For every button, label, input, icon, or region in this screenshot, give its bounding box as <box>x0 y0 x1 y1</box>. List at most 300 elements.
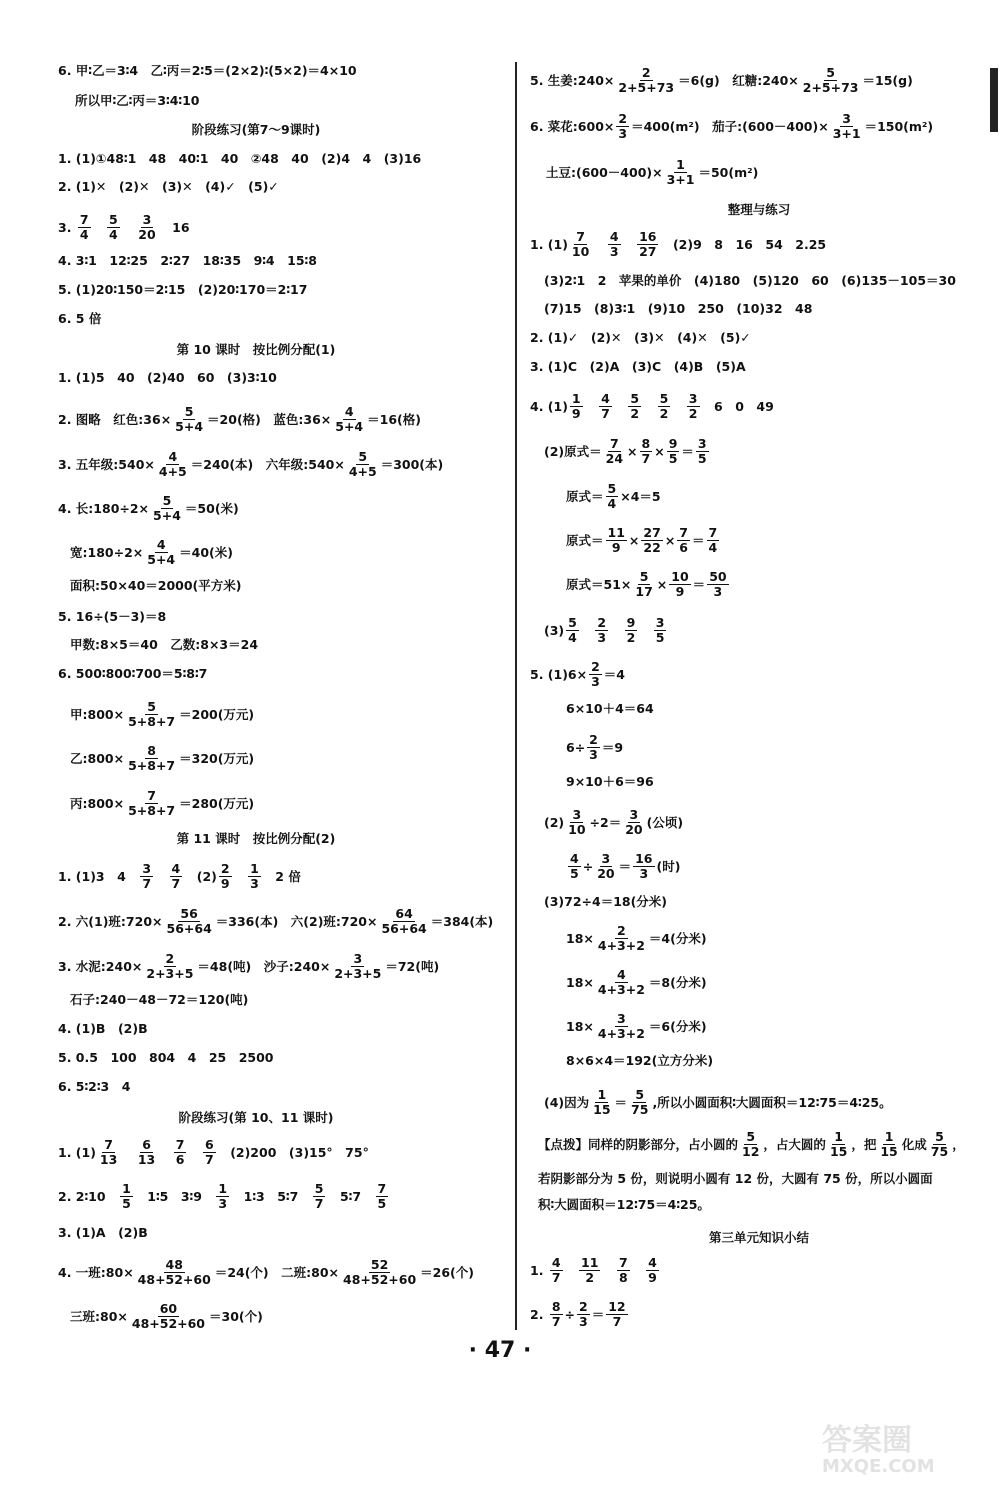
answer-text: 宽:180÷2× <box>70 544 144 560</box>
fraction-denominator: 3 <box>618 126 628 141</box>
answer-text: ＝6(分米) <box>648 1018 707 1034</box>
answer-line <box>544 616 668 645</box>
fraction-numerator: 2 <box>165 951 175 966</box>
answer-text: ＝400(m²) 茄子:(600－400)× <box>631 118 829 134</box>
answer-text <box>610 622 623 640</box>
fraction-numerator: 1 <box>834 1129 843 1144</box>
page-number: · 47 · <box>468 1338 532 1363</box>
answer-text: 1. (1) <box>58 1144 96 1160</box>
fraction <box>640 437 653 466</box>
fraction-denominator: 13 <box>137 1152 156 1167</box>
answer-text: ＝280(万元) <box>179 795 255 811</box>
answer-text <box>159 1144 172 1162</box>
fraction-numerator: 4 <box>601 391 610 406</box>
answer-line <box>544 272 956 290</box>
fraction-numerator: 7 <box>175 1137 185 1152</box>
answer-text: ,所以小圆面积∶大圆面积＝12∶75＝4∶25。 <box>652 1094 892 1110</box>
fraction <box>151 494 183 523</box>
fraction <box>248 862 261 891</box>
fraction-numerator: 4 <box>171 861 181 876</box>
fraction-denominator: 4 <box>568 630 577 645</box>
fraction <box>570 230 591 259</box>
fraction <box>550 1300 563 1329</box>
fraction-denominator: 9 <box>571 406 581 421</box>
fraction-denominator: 20 <box>625 822 643 837</box>
fraction-denominator: 3+1 <box>832 126 861 141</box>
fraction <box>654 616 667 645</box>
fraction <box>641 526 662 555</box>
fraction <box>596 924 647 953</box>
fraction-denominator: 15 <box>880 1144 898 1159</box>
fraction <box>332 952 383 981</box>
answer-text: 若阴影部分为 5 份，则说明小圆有 12 份，大圆有 75 份，所以小圆面 <box>538 1171 933 1186</box>
fraction-numerator: 8 <box>551 1299 561 1314</box>
answer-text <box>614 398 627 416</box>
answer-line <box>58 665 207 683</box>
fraction-numerator: 4 <box>617 967 626 982</box>
fraction-denominator: 3+1 <box>666 172 695 187</box>
fraction-denominator: 5 <box>668 451 678 466</box>
fraction-denominator: 4 <box>708 540 718 555</box>
answer-text: ＝8(分米) <box>648 974 707 990</box>
answer-text: ＝ <box>614 1094 628 1110</box>
answer-line <box>538 1196 710 1214</box>
fraction <box>591 1088 612 1117</box>
answer-text: 化成 <box>901 1136 927 1152</box>
fraction-numerator: 4 <box>156 537 166 552</box>
fraction-denominator: 3 <box>591 674 600 689</box>
fraction <box>606 482 619 511</box>
answer-text: 5∶7 <box>327 1188 374 1204</box>
fraction-denominator: 4 <box>607 496 617 511</box>
answer-text: 甲:800× <box>70 706 125 722</box>
fraction-denominator: 4 <box>109 227 118 242</box>
fraction-denominator: 3 <box>579 1314 588 1329</box>
fraction <box>658 392 671 421</box>
answer-text: 2. (1)✓ (2)✕ (3)✕ (4)✕ (5)✓ <box>530 330 751 345</box>
answer-text <box>632 1262 645 1280</box>
fraction-numerator: 5 <box>607 481 617 496</box>
fraction <box>136 213 157 242</box>
answer-text <box>234 868 247 886</box>
fraction <box>633 852 654 881</box>
answer-text: (2) <box>184 868 217 884</box>
fraction-denominator: 5+4 <box>153 508 181 523</box>
fraction-denominator: 4+5 <box>348 464 377 479</box>
fraction <box>568 852 581 881</box>
fraction <box>136 1138 157 1167</box>
fraction-numerator: 50 <box>709 569 727 584</box>
fraction-denominator: 2 <box>585 1270 595 1285</box>
fraction-denominator: 4+5 <box>158 464 187 479</box>
fraction <box>596 1012 647 1041</box>
answer-line <box>58 310 101 328</box>
fraction-numerator: 3 <box>142 861 152 876</box>
fraction-numerator: 2 <box>220 861 230 876</box>
fraction-denominator: 20 <box>138 227 156 242</box>
fraction <box>831 112 863 141</box>
answer-line <box>58 494 239 523</box>
answer-line <box>58 213 190 242</box>
fraction-denominator: 22 <box>643 540 661 555</box>
fraction-numerator: 3 <box>572 807 582 822</box>
fraction-denominator: 5 <box>655 630 665 645</box>
answer-text: 原式＝51× <box>566 576 632 592</box>
answer-text: 3. (1)C (2)A (3)C (4)B (5)A <box>530 359 746 374</box>
answer-line <box>58 1049 274 1067</box>
answer-text: 3. 水泥:240× <box>58 958 143 974</box>
fraction <box>174 1138 187 1167</box>
watermark-logo <box>812 1418 982 1476</box>
fraction-numerator: 5 <box>568 615 577 630</box>
answer-line <box>544 808 683 837</box>
answer-line <box>530 230 826 259</box>
answer-line <box>566 570 731 599</box>
answer-text: 乙:800× <box>70 750 125 766</box>
fraction-denominator: 3 <box>250 876 259 891</box>
answer-text <box>122 219 135 237</box>
answer-text <box>188 1144 201 1162</box>
fraction <box>595 616 608 645</box>
answer-text: 6×10＋4＝64 <box>566 701 654 716</box>
answer-line <box>58 450 443 479</box>
fraction-numerator: 3 <box>688 391 698 406</box>
fraction-denominator: 15 <box>829 1144 848 1159</box>
answer-text: 1∶3 5∶7 <box>231 1188 311 1204</box>
fraction-numerator: 2 <box>618 111 628 126</box>
answer-text: 6. 甲∶乙＝3∶4 乙∶丙＝2∶5＝(2×2)∶(5×2)＝4×10 <box>58 63 357 78</box>
answer-text: 2. (1)✕ (2)✕ (3)✕ (4)✓ (5)✓ <box>58 179 279 194</box>
fraction <box>616 66 676 95</box>
fraction <box>98 1138 119 1167</box>
fraction <box>130 1302 207 1331</box>
answer-line <box>566 924 707 953</box>
answer-line <box>544 1088 892 1117</box>
answer-text: ， <box>952 1136 965 1152</box>
fraction <box>707 526 720 555</box>
fraction-numerator: 7 <box>618 1255 628 1270</box>
fraction-denominator: 9 <box>648 1270 657 1285</box>
answer-line <box>75 92 200 110</box>
answer-line <box>530 66 913 95</box>
answer-text <box>623 236 636 254</box>
fraction <box>120 1182 133 1211</box>
answer-text: 1∶5 3∶9 <box>134 1188 215 1204</box>
fraction <box>629 1088 650 1117</box>
fraction-numerator: 7 <box>679 525 688 540</box>
section-heading: 第 11 课时 按比例分配(2) <box>176 831 336 846</box>
fraction-numerator: 5 <box>162 493 172 508</box>
fraction <box>801 66 861 95</box>
answer-line <box>58 1138 369 1167</box>
answer-text: ＝ <box>692 576 706 592</box>
fraction-denominator: 56+64 <box>166 921 212 936</box>
section-heading: 阶段练习(第7～9课时) <box>191 122 321 137</box>
fraction-numerator: 3 <box>353 951 363 966</box>
answer-text: 积∶大圆面积＝12∶75＝4∶25。 <box>538 1197 710 1212</box>
answer-text: ＝50(米) <box>184 500 239 516</box>
fraction <box>606 1300 627 1329</box>
fraction-numerator: 1 <box>676 157 685 172</box>
answer-text: ，把 <box>851 1136 877 1152</box>
answer-line <box>58 252 317 270</box>
answer-text <box>672 398 685 416</box>
answer-text: 三班:80× <box>70 1308 128 1324</box>
fraction-numerator: 5 <box>358 449 368 464</box>
answer-text: ＝240(本) 六年级:540× <box>190 456 345 472</box>
answer-text: 4. (1)B (2)B <box>58 1021 148 1036</box>
answer-text: 2. 2∶10 <box>58 1188 119 1204</box>
fraction-numerator: 5 <box>630 391 640 406</box>
answer-text: 5. 0.5 100 804 4 25 2500 <box>58 1050 274 1065</box>
answer-text: 6. 500∶800∶700＝5∶8∶7 <box>58 666 208 681</box>
answer-text: (时) <box>656 858 681 874</box>
answer-text: ＝ <box>681 443 694 459</box>
answer-text: ＝4(分米) <box>648 930 707 946</box>
fraction <box>623 808 644 837</box>
answer-text: 3. (1)A (2)B <box>58 1225 148 1240</box>
fraction-numerator: 11 <box>581 1255 599 1270</box>
fraction-numerator: 5 <box>635 1087 645 1102</box>
fraction <box>140 862 153 891</box>
fraction-numerator: 5 <box>184 404 194 419</box>
answer-line <box>58 1078 130 1096</box>
fraction-denominator: 13 <box>99 1152 118 1167</box>
answer-text: × <box>664 532 676 548</box>
answer-line <box>538 1170 933 1188</box>
fraction <box>637 230 658 259</box>
fraction-numerator: 3 <box>655 615 665 630</box>
fraction-denominator: 7 <box>142 876 152 891</box>
fraction-numerator: 60 <box>159 1301 178 1316</box>
answer-text: 3. <box>58 219 76 235</box>
fraction-numerator: 3 <box>697 436 707 451</box>
section-heading: 第三单元知识小结 <box>708 1230 809 1245</box>
fraction-denominator: 5+8+7 <box>128 758 176 773</box>
answer-line <box>70 636 258 654</box>
answer-text: 石子:240－48－72＝120(吨) <box>70 992 249 1007</box>
answer-line <box>58 1258 474 1287</box>
fraction-numerator: 3 <box>617 1011 626 1026</box>
fraction-denominator: 3 <box>609 244 619 259</box>
answer-text: ＝384(本) <box>430 913 494 929</box>
fraction-denominator: 5+8+7 <box>128 803 176 818</box>
answer-text: 3. 五年级:540× <box>58 456 155 472</box>
answer-text: ＝6(g) 红糖:240× <box>678 72 799 88</box>
answer-line <box>538 1130 965 1159</box>
answer-text: × <box>628 532 640 548</box>
fraction-denominator: 5 <box>570 866 579 881</box>
answer-text: 面积:50×40＝2000(平方米) <box>70 578 242 593</box>
answer-line <box>530 1300 630 1329</box>
answer-line <box>566 968 707 997</box>
fraction-denominator: 5+4 <box>335 419 364 434</box>
fraction-denominator: 7 <box>601 406 610 421</box>
fraction <box>170 862 183 891</box>
fraction <box>628 392 641 421</box>
fraction-denominator: 2 <box>659 406 669 421</box>
answer-line <box>70 789 254 818</box>
fraction-denominator: 48+52+60 <box>131 1316 206 1331</box>
fraction-denominator: 5+8+7 <box>128 714 176 729</box>
fraction <box>107 213 120 242</box>
fraction <box>595 852 616 881</box>
answer-text: 5. (1)6× <box>530 666 588 682</box>
answer-line <box>566 526 721 555</box>
fraction-denominator: 75 <box>930 1144 949 1159</box>
answer-line <box>530 392 774 421</box>
answer-line <box>546 158 758 187</box>
answer-line <box>58 281 307 299</box>
answer-line <box>58 1224 148 1242</box>
fraction-denominator: 48+52+60 <box>137 1272 211 1287</box>
answer-text: × <box>627 443 638 459</box>
answer-text: 18× <box>566 1018 594 1034</box>
fraction-denominator: 20 <box>597 866 615 881</box>
fraction-numerator: 4 <box>570 851 579 866</box>
answer-text: (2)9 8 16 54 2.25 <box>660 236 827 252</box>
fraction-numerator: 4 <box>648 1255 657 1270</box>
fraction <box>550 1256 563 1285</box>
answer-line <box>58 405 421 434</box>
answer-text: ＝ <box>618 858 632 874</box>
answer-text: 8×6×4＝192(立方分米) <box>566 1053 714 1068</box>
fraction-denominator: 2 <box>630 406 640 421</box>
fraction <box>677 526 690 555</box>
answer-text: ＝15(g) <box>862 72 913 88</box>
answer-text: 18× <box>566 930 594 946</box>
fraction-denominator: 5+4 <box>175 419 204 434</box>
fraction <box>740 1130 761 1159</box>
fraction-numerator: 8 <box>147 743 156 758</box>
fraction-numerator: 7 <box>708 525 718 540</box>
answer-line <box>58 862 301 891</box>
fraction-numerator: 10 <box>671 569 689 584</box>
answer-line <box>58 1020 148 1038</box>
fraction <box>570 392 583 421</box>
answer-text: 18× <box>566 974 594 990</box>
fraction-denominator: 3 <box>218 1196 228 1211</box>
answer-text: ＝320(万元) <box>179 750 255 766</box>
answer-text: 原式＝ <box>566 488 604 504</box>
answer-line <box>544 893 667 911</box>
fraction <box>929 1130 950 1159</box>
answer-text: ＝24(个) 二班:80× <box>214 1264 340 1280</box>
answer-text <box>593 236 606 254</box>
fraction-denominator: 9 <box>220 876 230 891</box>
answer-line <box>566 773 654 791</box>
answer-text: 5. (1)20∶150＝2∶15 (2)20∶170＝2∶17 <box>58 282 308 297</box>
answer-line <box>58 150 421 168</box>
answer-text: 甲数:8×5＝40 乙数:8×3＝24 <box>70 637 259 652</box>
fraction-numerator: 5 <box>147 699 156 714</box>
answer-text: 2. 图略 红色:36× <box>58 411 172 427</box>
answer-text: ，占大圆的 <box>763 1136 826 1152</box>
fraction <box>219 862 232 891</box>
fraction-denominator: 2 <box>626 630 636 645</box>
fraction-denominator: 3 <box>713 584 723 599</box>
fraction <box>604 437 625 466</box>
fraction-numerator: 8 <box>641 436 651 451</box>
fraction-numerator: 7 <box>104 1137 113 1152</box>
fraction <box>566 808 587 837</box>
answer-line <box>530 329 751 347</box>
fraction-denominator: 56+64 <box>381 921 427 936</box>
fraction <box>878 1130 899 1159</box>
answer-text: (2)200 (3)15° 75° <box>217 1144 369 1160</box>
answer-text: × <box>654 443 665 459</box>
answer-text: × <box>656 576 668 592</box>
fraction-denominator: 2+3+5 <box>334 966 382 981</box>
section-heading: 阶段练习(第 10、11 课时) <box>178 1110 334 1125</box>
fraction-numerator: 1 <box>122 1181 131 1196</box>
fraction <box>126 700 177 729</box>
fraction-numerator: 7 <box>576 229 585 244</box>
fraction-numerator: 5 <box>935 1129 944 1144</box>
fraction <box>165 907 214 936</box>
answer-text: 2. <box>530 1306 548 1322</box>
fraction-denominator: 7 <box>551 1270 561 1285</box>
fraction <box>376 1182 389 1211</box>
fraction-numerator: 7 <box>377 1181 387 1196</box>
fraction-numerator: 4 <box>609 229 619 244</box>
fraction-denominator: 17 <box>635 584 653 599</box>
fraction-denominator: 3 <box>589 747 598 762</box>
answer-line <box>566 1012 707 1041</box>
answer-text: (3)2∶1 2 苹果的单价 (4)180 (5)120 60 (6)135－105＝30 <box>544 273 956 288</box>
fraction-denominator: 7 <box>314 1196 324 1211</box>
answer-line <box>544 300 812 318</box>
fraction <box>341 1258 418 1287</box>
fraction <box>313 1182 326 1211</box>
fraction-denominator: 6 <box>175 1152 185 1167</box>
answer-text: 丙:800× <box>70 795 125 811</box>
fraction <box>126 789 177 818</box>
answer-text: 4. 3∶1 12∶25 2∶27 18∶35 9∶4 15∶8 <box>58 253 317 268</box>
fraction-numerator: 1 <box>884 1129 894 1144</box>
fraction-numerator: 7 <box>79 212 89 227</box>
answer-line <box>566 482 661 511</box>
section-heading: 第 10 课时 按比例分配(1) <box>176 342 336 357</box>
answer-line <box>58 62 357 80</box>
answer-text: 5. 16÷(5－3)＝8 <box>58 609 167 624</box>
fraction-numerator: 2 <box>597 615 607 630</box>
fraction-denominator: 2+5+73 <box>802 80 859 95</box>
answer-text: 1. (1)3 4 <box>58 868 139 884</box>
fraction <box>608 230 621 259</box>
answer-line <box>70 700 254 729</box>
fraction-denominator: 9 <box>611 540 621 555</box>
fraction-numerator: 12 <box>608 1299 626 1314</box>
fraction-denominator: 7 <box>641 451 651 466</box>
fraction <box>379 907 428 936</box>
answer-text <box>93 219 106 237</box>
answer-text: ＝ <box>591 1306 605 1322</box>
page-edge-mark <box>990 68 998 132</box>
answer-text: 1. (1)5 40 (2)40 60 (3)3∶10 <box>58 370 277 385</box>
fraction <box>589 660 602 689</box>
fraction-numerator: 9 <box>626 615 636 630</box>
section-heading: 整理与练习 <box>727 202 791 217</box>
fraction-denominator: 2+3+5 <box>146 966 194 981</box>
fraction-denominator: 48+52+60 <box>343 1272 417 1287</box>
fraction <box>696 437 709 466</box>
fraction <box>687 392 700 421</box>
fraction <box>625 616 638 645</box>
fraction-numerator: 5 <box>746 1129 756 1144</box>
fraction-numerator: 3 <box>842 111 851 126</box>
answer-text: 4. 一班:80× <box>58 1264 134 1280</box>
